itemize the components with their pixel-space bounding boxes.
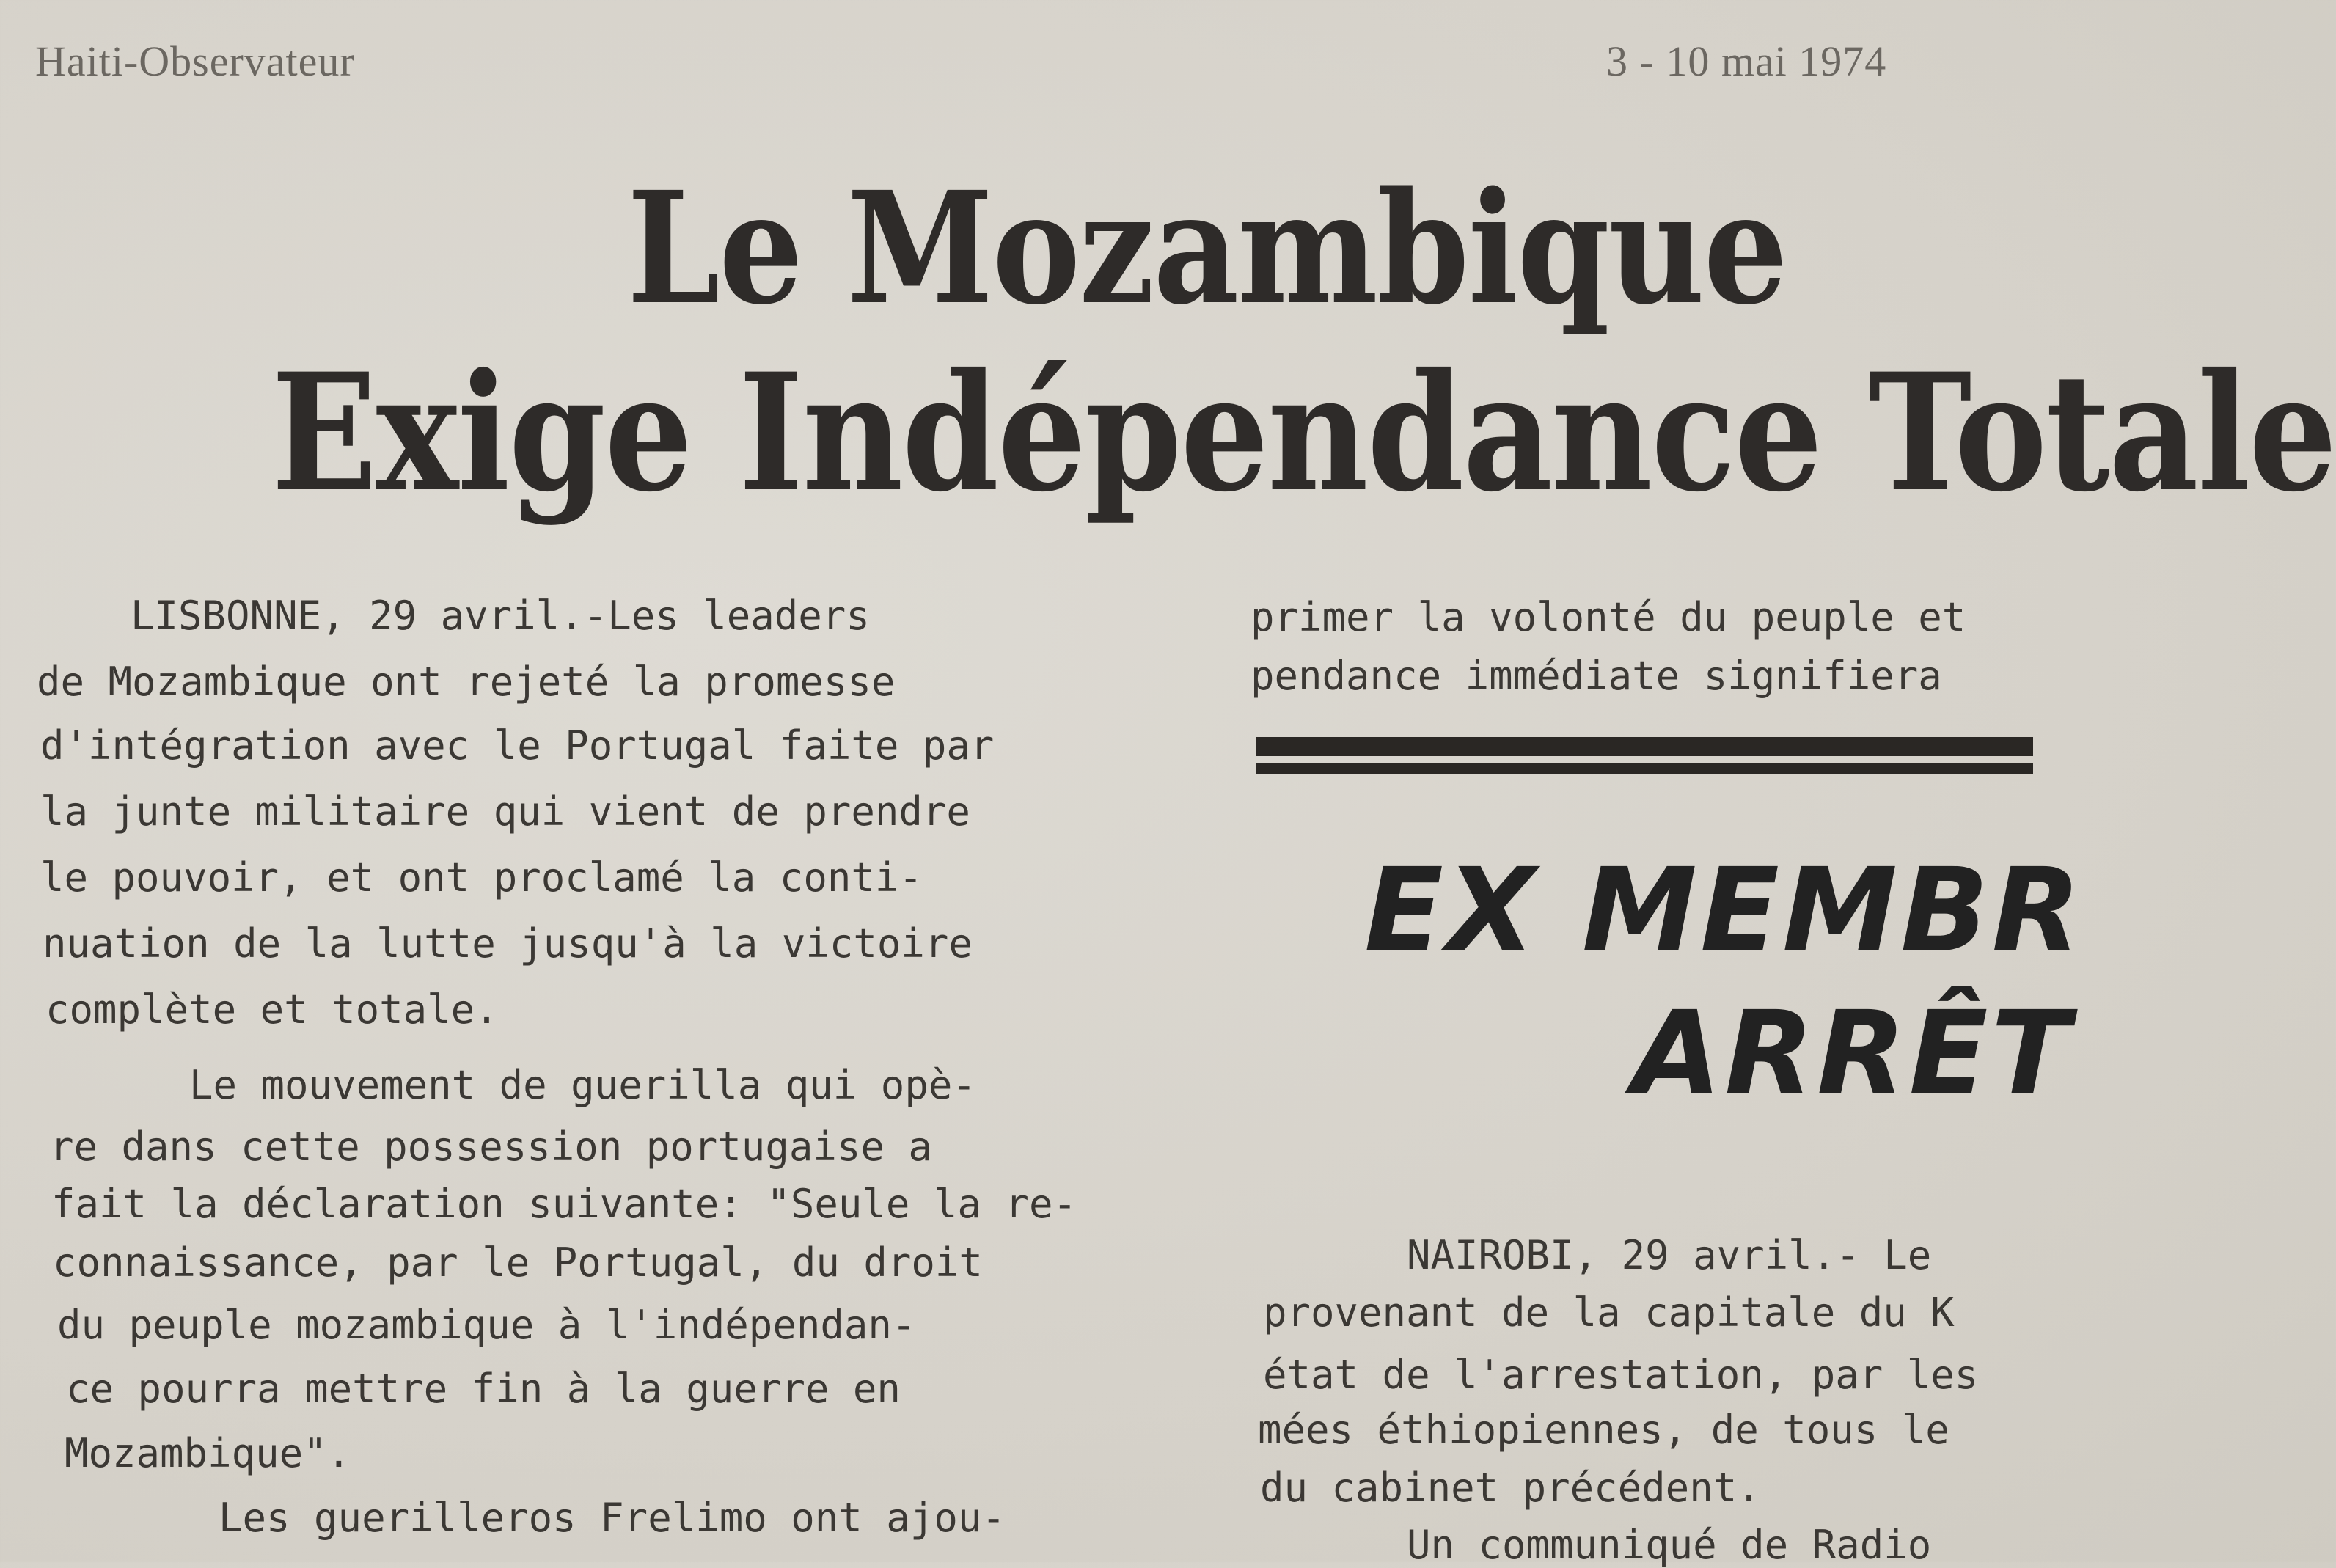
- article-line: LISBONNE, 29 avril.-Les leaders: [131, 593, 870, 639]
- article-line: d'intégration avec le Portugal faite par: [40, 722, 995, 769]
- article-line: état de l'arrestation, par les: [1263, 1352, 1979, 1398]
- article-line: du peuple mozambique à l'indépendan-: [57, 1302, 916, 1348]
- article-line: de Mozambique ont rejeté la promesse: [37, 659, 896, 705]
- masthead-date: 3 - 10 mai 1974: [1606, 37, 1887, 85]
- article-line: nuation de la lutte jusqu'à la victoire: [43, 920, 973, 967]
- article-line: Un communiqué de Radio: [1407, 1522, 1932, 1568]
- article-line: Mozambique".: [65, 1430, 351, 1476]
- article-line: fait la déclaration suivante: "Seule la re-: [51, 1181, 1077, 1227]
- article-line: mées éthiopiennes, de tous le: [1258, 1407, 1949, 1453]
- article-line: du cabinet précédent.: [1260, 1465, 1761, 1511]
- article-line: Le mouvement de guerilla qui opè-: [189, 1062, 976, 1108]
- article-line: Les guerilleros Frelimo ont ajou-: [219, 1495, 1006, 1541]
- headline-line-2: Exige Indépendance Totale: [271, 337, 2336, 527]
- article-line: ce pourra mettre fin à la guerre en: [66, 1366, 901, 1412]
- article-line: connaissance, par le Portugal, du droit: [53, 1239, 983, 1286]
- masthead-paper-name: Haiti-Observateur: [35, 37, 355, 85]
- article-line: provenant de la capitale du K: [1263, 1289, 1955, 1336]
- article-line: NAIROBI, 29 avril.- Le: [1407, 1232, 1932, 1278]
- subhead-line-1: EX MEMBR: [1364, 843, 2084, 978]
- article-line: primer la volonté du peuple et: [1251, 594, 1966, 640]
- headline-line-1: Le Mozambique: [627, 158, 1787, 339]
- article-line: pendance immédiate signifiera: [1251, 653, 1942, 699]
- subhead-line-2: ARRÊT: [1632, 986, 2073, 1121]
- article-line: le pouvoir, et ont proclamé la conti-: [40, 854, 923, 901]
- article-line: re dans cette possession portugaise a: [50, 1124, 932, 1170]
- article-line: complète et totale.: [45, 986, 499, 1033]
- article-line: la junte militaire qui vient de prendre: [40, 788, 970, 835]
